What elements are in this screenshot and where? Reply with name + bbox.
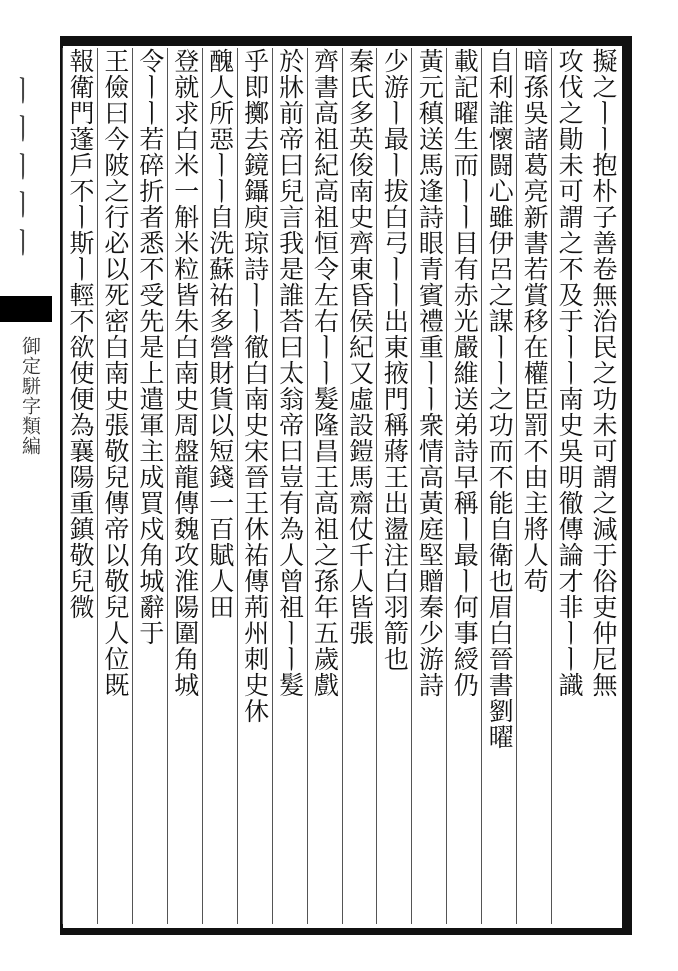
text-column-3: 暗孫吳諸葛亮新書若賞移在權臣罰不由主將人苟 xyxy=(516,48,551,924)
text-column-5: 載記曜生而ㅣㅣ目有赤光嚴維送弟詩早稱ㅣ最ㅣ何事綬仍 xyxy=(446,48,481,924)
margin-black-tab xyxy=(0,296,52,322)
text-column-16: 報衛門蓬戶不ㅣ斯ㅣ輕不欲使便為襄陽重鎮敬兒微 xyxy=(62,48,97,924)
text-column-7: 少游ㅣ最ㅣ拔白弓ㅣㅣ出東掖門稱蔣王出盪注白羽箭也 xyxy=(376,48,411,924)
text-column-6: 黃元稹送馬逢詩眼青賓禮重ㅣㅣ衆情高黃庭堅贈秦少游詩 xyxy=(411,48,446,924)
text-block xyxy=(62,48,620,924)
margin-edge-marks: ㅣㅣㅣㅣㅣ xyxy=(5,76,38,266)
text-column-10: 於牀前帝曰兒言我是誰荅曰太翁帝曰豈有為人曾祖ㅣㅣ髮 xyxy=(272,48,307,924)
text-column-15: 王儉曰今陂之行必以死密白南史張敬兒傳帝以敬兒人位既 xyxy=(97,48,132,924)
frame-top-border xyxy=(60,36,632,46)
text-column-13: 登就求白米一斛米粒皆朱白南史周盤龍傳魏攻淮陽圍角城 xyxy=(167,48,202,924)
text-column-4: 自利誰懷闘心雖伊呂之謀ㅣㅣ之功而不能自衛也眉白晉書劉曜 xyxy=(481,48,516,924)
margin-book-title: 御定駢字類編 xyxy=(19,336,41,456)
frame-bottom-border xyxy=(60,928,632,935)
text-column-12: 醜人所惡ㅣㅣ自洗蘇祐多營財貨以短錢一百賦人田 xyxy=(202,48,237,924)
text-column-8: 秦氏多英俊南史齊東昏侯紀又虛設鎧馬齋仗千人皆張 xyxy=(342,48,377,924)
text-column-1: 擬之ㅣㅣ抱朴子善卷無治民之功未可謂之減于俗吏仲尼無 xyxy=(589,48,618,698)
frame-right-border xyxy=(622,36,632,935)
text-column-9: 齊書高祖紀高祖恒令左右ㅣㅣ髮隆昌王高祖之孫年五歲戲 xyxy=(307,48,342,924)
text-column-11: 乎即擲去鏡鑷庾琼詩ㅣㅣ徹白南史宋晉王休祐傳荊州刺史休 xyxy=(237,48,272,924)
page-margin xyxy=(0,36,52,935)
text-column-14: 令ㅣㅣ若碎折者悉不受先是上遣軍主成買戍角城辭于 xyxy=(132,48,167,924)
text-column-2: 攻伐之勛未可謂之不及于ㅣㅣ南史吳明徹傳論才非ㅣㅣ識 xyxy=(551,48,586,924)
